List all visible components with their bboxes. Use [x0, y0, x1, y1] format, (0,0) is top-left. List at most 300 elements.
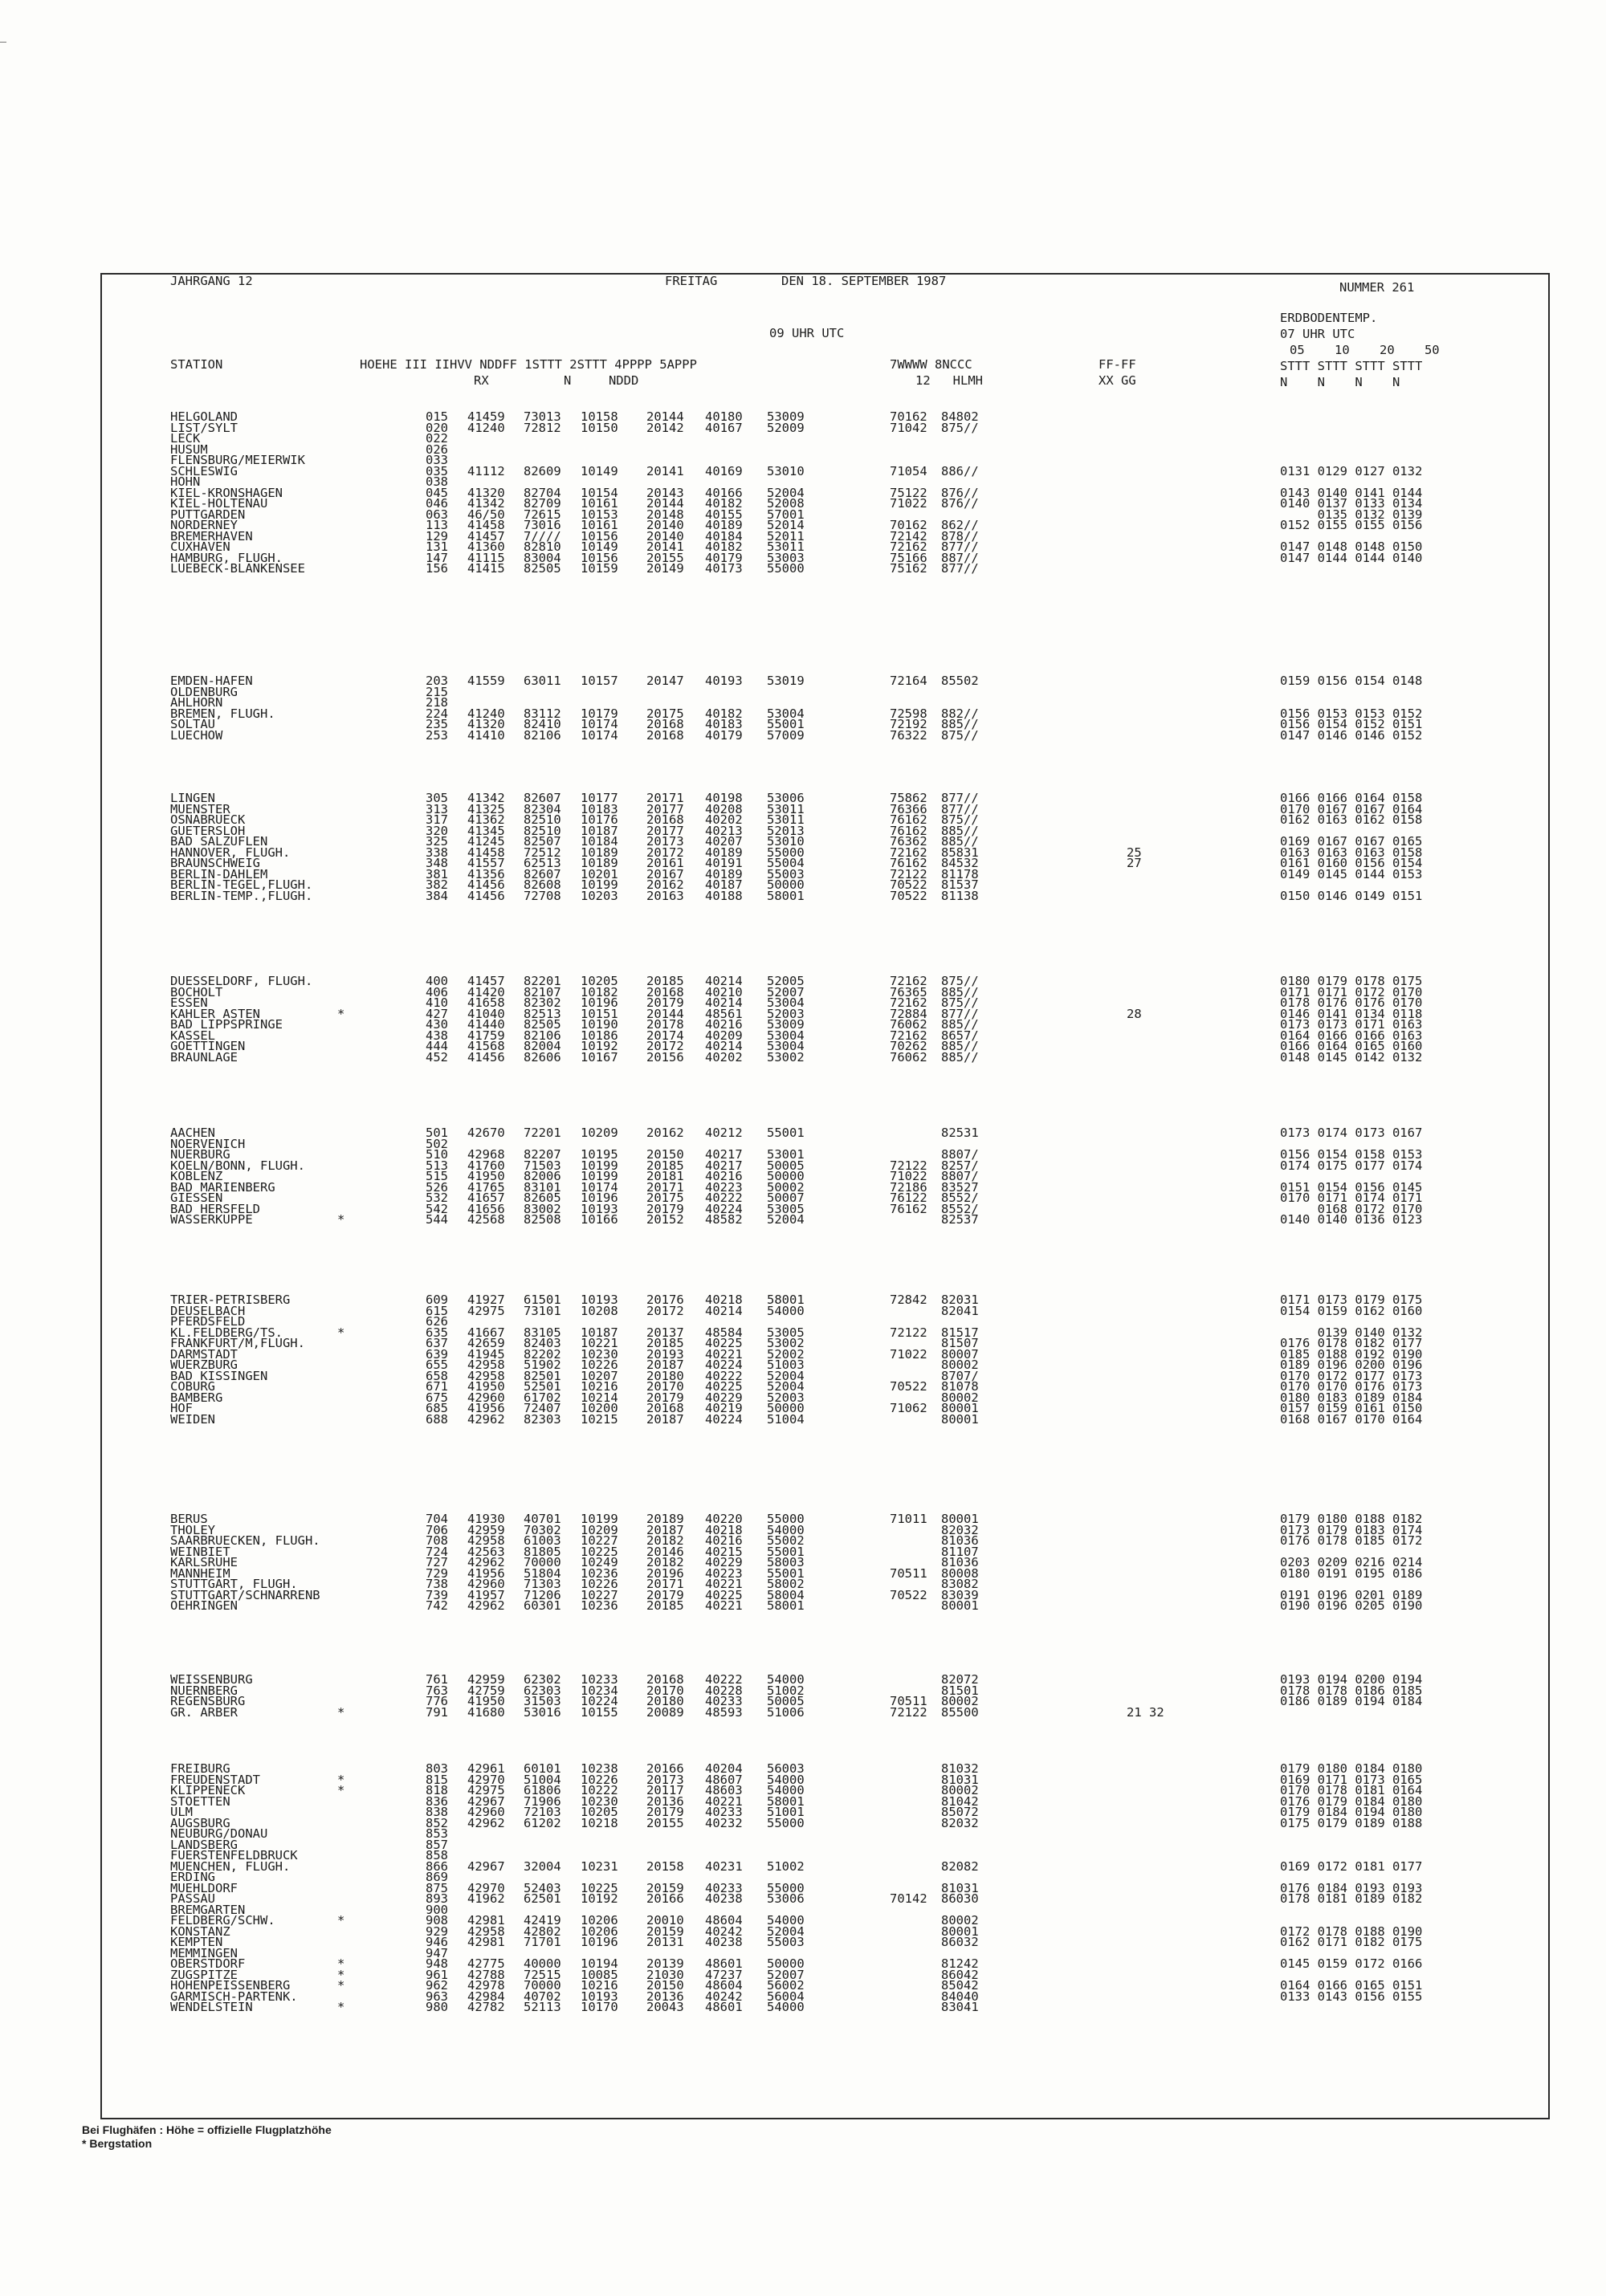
- cell-iii: 739: [426, 1587, 448, 1602]
- cell-ddff: 32004: [524, 1858, 561, 1874]
- cell-nc8: 81537: [941, 877, 979, 892]
- cell-a5: 54000: [767, 2000, 805, 2014]
- cell-nc8: 82031: [941, 1293, 979, 1307]
- cell-ddff: 82106: [524, 1028, 561, 1043]
- cell-p4: 40224: [705, 1358, 743, 1372]
- cell-a5: 55000: [767, 561, 805, 576]
- cell-t1: 10234: [581, 1683, 618, 1698]
- cell-iii: 035: [426, 463, 448, 478]
- cell-a5: 58002: [767, 1577, 805, 1591]
- cell-p4: 48593: [705, 1704, 743, 1720]
- cell-t1: 10214: [581, 1390, 618, 1405]
- cell-hvv: 41568: [467, 1039, 505, 1053]
- cell-ddff: 40000: [524, 1956, 561, 1971]
- cell-name: DEUSELBACH: [170, 1303, 246, 1318]
- cell-ww7: 76062: [890, 1049, 927, 1065]
- cell-soil: 0178 0181 0189 0182: [1280, 1891, 1423, 1906]
- cell-t2: 20131: [646, 1935, 684, 1949]
- cell-t2: 20162: [646, 877, 684, 892]
- cell-iii: 129: [426, 528, 448, 543]
- cell-ddff: 82606: [524, 1049, 561, 1065]
- cell-nc8: 885//: [941, 717, 979, 731]
- cell-p4: 40214: [705, 1303, 743, 1318]
- cell-nc8: 81078: [941, 1379, 979, 1394]
- cell-p4: 48601: [705, 1956, 743, 1971]
- cell-soil: 0147 0148 0148 0150: [1280, 539, 1423, 554]
- cell-t2: 20148: [646, 507, 684, 522]
- cell-ddff: 40701: [524, 1512, 561, 1526]
- cell-soil: 0166 0164 0165 0160: [1280, 1039, 1423, 1053]
- cell-ddff: 61806: [524, 1783, 561, 1797]
- cell-name: OBERSTDORF: [170, 1956, 246, 1971]
- cell-t1: 10161: [581, 518, 618, 532]
- cell-nc8: 80001: [941, 1598, 979, 1613]
- cell-t1: 10231: [581, 1858, 618, 1874]
- cell-t1: 10203: [581, 888, 618, 903]
- cell-hvv: 41765: [467, 1179, 505, 1195]
- cell-ww7: 70511: [890, 1694, 927, 1708]
- cell-name: BREMGARTEN: [170, 1902, 246, 1917]
- cell-iii: 893: [426, 1891, 448, 1906]
- cell-t1: 10199: [581, 877, 618, 892]
- cell-nc8: 876//: [941, 496, 979, 511]
- cell-p4: 40213: [705, 823, 743, 838]
- cell-hvv: 42961: [467, 1761, 505, 1776]
- col-wind: FF-FF: [1099, 357, 1136, 372]
- cell-iii: 685: [426, 1401, 448, 1415]
- cell-t2: 20172: [646, 1039, 684, 1053]
- cell-a5: 52005: [767, 974, 805, 988]
- cell-ddff: 73101: [524, 1303, 561, 1318]
- cell-iii: 836: [426, 1793, 448, 1809]
- cell-t2: 20142: [646, 420, 684, 435]
- cell-nc8: 82072: [941, 1672, 979, 1687]
- cell-name: NUERBURG: [170, 1147, 230, 1162]
- col-soil-sub: N N N N: [1280, 375, 1400, 389]
- cell-hvv: 41957: [467, 1587, 505, 1602]
- cell-t1: 10156: [581, 528, 618, 543]
- cell-name: MUENSTER: [170, 801, 230, 816]
- cell-ww7: 75862: [890, 791, 927, 805]
- cell-p4: 40212: [705, 1126, 743, 1140]
- cell-soil: 0172 0178 0188 0190: [1280, 1924, 1423, 1939]
- cell-nc8: 877//: [941, 561, 979, 576]
- cell-a5: 56003: [767, 1761, 805, 1776]
- cell-t2: 20136: [646, 1989, 684, 2004]
- cell-iii: 235: [426, 717, 448, 731]
- cell-nc8: 85831: [941, 845, 979, 860]
- cell-soil: 0189 0196 0200 0196: [1280, 1358, 1423, 1372]
- cell-t1: 10199: [581, 1158, 618, 1173]
- cell-p4: 40221: [705, 1793, 743, 1809]
- cell-t1: 10174: [581, 727, 618, 743]
- cell-name: OLDENBURG: [170, 684, 238, 699]
- cell-t2: 20144: [646, 1006, 684, 1021]
- cell-ddff: 82507: [524, 834, 561, 849]
- cell-ww7: 76162: [890, 856, 927, 870]
- cell-name: TRIER-PETRISBERG: [170, 1293, 291, 1307]
- cell-nc8: 875//: [941, 727, 979, 743]
- cell-p4: 40182: [705, 706, 743, 721]
- cell-hvv: 42962: [467, 1555, 505, 1569]
- cell-name: FREUDENSTADT: [170, 1772, 260, 1787]
- cell-soil: 0163 0163 0163 0158: [1280, 845, 1423, 860]
- cell-iii: 818: [426, 1783, 448, 1797]
- cell-nc8: 85072: [941, 1805, 979, 1819]
- cell-ddff: 71701: [524, 1935, 561, 1949]
- cell-name: KOBLENZ: [170, 1169, 223, 1183]
- cell-nc8: 81032: [941, 1761, 979, 1776]
- cell-t1: 10192: [581, 1891, 618, 1906]
- cell-ddff: 70302: [524, 1522, 561, 1537]
- cell-a5: 52004: [767, 1924, 805, 1939]
- cell-soil: 0173 0174 0173 0167: [1280, 1126, 1423, 1140]
- cell-iii: 706: [426, 1522, 448, 1537]
- cell-ddff: 72407: [524, 1401, 561, 1415]
- cell-p4: 40179: [705, 727, 743, 743]
- cell-p4: 40219: [705, 1401, 743, 1415]
- cell-a5: 54000: [767, 1303, 805, 1318]
- cell-iii: 542: [426, 1201, 448, 1216]
- cell-hvv: 42962: [467, 1815, 505, 1830]
- cell-ddff: 42802: [524, 1924, 561, 1939]
- cell-soil: 0139 0140 0132: [1280, 1325, 1423, 1340]
- cell-name: HUSUM: [170, 442, 208, 457]
- cell-p4: 40202: [705, 1049, 743, 1065]
- cell-ddff: 61202: [524, 1815, 561, 1830]
- cell-t2: 20170: [646, 1683, 684, 1698]
- cell-ww7: 70511: [890, 1565, 927, 1581]
- cell-t1: 10189: [581, 856, 618, 870]
- cell-a5: 55000: [767, 1512, 805, 1526]
- col-codes: HOEHE III IIHVV NDDFF 1STTT 2STTT 4PPPP 5APPP: [360, 357, 697, 372]
- cell-t1: 10150: [581, 420, 618, 435]
- cell-name: KASSEL: [170, 1028, 215, 1043]
- cell-ww7: 71022: [890, 1346, 927, 1362]
- cell-t2: 20166: [646, 1761, 684, 1776]
- cell-name: LANDSBERG: [170, 1837, 238, 1852]
- cell-t2: 20168: [646, 1672, 684, 1687]
- cell-iii: 513: [426, 1158, 448, 1173]
- cell-t1: 10230: [581, 1793, 618, 1809]
- cell-ddff: 73016: [524, 518, 561, 532]
- cell-p4: 40180: [705, 409, 743, 424]
- cell-iii: 438: [426, 1028, 448, 1043]
- cell-iii: 501: [426, 1126, 448, 1140]
- cell-t2: 20117: [646, 1783, 684, 1797]
- cell-t2: 20171: [646, 791, 684, 805]
- col-station: STATION: [170, 357, 223, 372]
- cell-hvv: 42659: [467, 1336, 505, 1350]
- cell-p4: 40220: [705, 1512, 743, 1526]
- cell-ww7: 76162: [890, 1201, 927, 1216]
- cell-nc8: 8707/: [941, 1368, 979, 1383]
- cell-a5: 55001: [767, 1126, 805, 1140]
- cell-t1: 10187: [581, 1325, 618, 1340]
- cell-nc8: 885//: [941, 834, 979, 849]
- cell-p4: 40216: [705, 1017, 743, 1032]
- cell-p4: 40191: [705, 856, 743, 870]
- cell-t2: 20163: [646, 888, 684, 903]
- cell-nc8: 875//: [941, 812, 979, 827]
- scan-edge-mark: [0, 42, 6, 43]
- cell-name: STOETTEN: [170, 1793, 230, 1809]
- cell-a5: 53010: [767, 834, 805, 849]
- cell-t2: 20177: [646, 823, 684, 838]
- cell-hvv: 41657: [467, 1191, 505, 1205]
- cell-nc8: 885//: [941, 1049, 979, 1065]
- cell-t1: 10224: [581, 1694, 618, 1708]
- cell-ff: 27: [1127, 856, 1142, 870]
- cell-nc8: 81242: [941, 1956, 979, 1971]
- cell-ddff: 72512: [524, 845, 561, 860]
- cell-nc8: 86030: [941, 1891, 979, 1906]
- cell-nc8: 877//: [941, 791, 979, 805]
- cell-ddff: 31503: [524, 1694, 561, 1708]
- cell-iii: 724: [426, 1544, 448, 1559]
- cell-t1: 10193: [581, 1201, 618, 1216]
- cell-ww7: 72122: [890, 1325, 927, 1340]
- cell-p4: 40216: [705, 1533, 743, 1548]
- cell-iii: 381: [426, 866, 448, 881]
- cell-ddff: 52403: [524, 1880, 561, 1895]
- cell-hvv: 41950: [467, 1694, 505, 1708]
- cell-iii: 742: [426, 1598, 448, 1613]
- cell-t1: 10206: [581, 1924, 618, 1939]
- cell-t1: 10207: [581, 1368, 618, 1383]
- cell-p4: 40218: [705, 1522, 743, 1537]
- cell-ww7: 76162: [890, 812, 927, 827]
- cell-name: BAMBERG: [170, 1390, 223, 1405]
- cell-t2: 20179: [646, 995, 684, 1010]
- cell-name: FLENSBURG/MEIERWIK: [170, 453, 305, 467]
- cell-p4: 40166: [705, 485, 743, 500]
- cell-hvv: 42958: [467, 1533, 505, 1548]
- cell-soil: 0169 0171 0173 0165: [1280, 1772, 1423, 1787]
- cell-ww7: 70522: [890, 1379, 927, 1394]
- cell-iii: 962: [426, 1978, 448, 1993]
- cell-nc8: 82082: [941, 1858, 979, 1874]
- cell-ddff: 82006: [524, 1169, 561, 1183]
- cell-a5: 50005: [767, 1158, 805, 1173]
- cell-ww7: 72162: [890, 974, 927, 988]
- cell-nc8: 80001: [941, 1924, 979, 1939]
- cell-a5: 51006: [767, 1704, 805, 1720]
- cell-t2: 20189: [646, 1512, 684, 1526]
- cell-a5: 53005: [767, 1201, 805, 1216]
- cell-hvv: 41456: [467, 1049, 505, 1065]
- cell-hvv: 42775: [467, 1956, 505, 1971]
- cell-p4: 48604: [705, 1978, 743, 1993]
- cell-iii: 026: [426, 442, 448, 457]
- cell-name: WEIDEN: [170, 1411, 215, 1427]
- cell-nc8: 8657/: [941, 1028, 979, 1043]
- cell-nc8: 85042: [941, 1978, 979, 1993]
- cell-nc8: 82032: [941, 1815, 979, 1830]
- cell-hvv: 41456: [467, 877, 505, 892]
- cell-p4: 40216: [705, 1169, 743, 1183]
- cell-t2: 20172: [646, 1303, 684, 1318]
- cell-nc8: 885//: [941, 823, 979, 838]
- cell-a5: 53009: [767, 1017, 805, 1032]
- cell-nc8: 82537: [941, 1212, 979, 1227]
- cell-iii: 444: [426, 1039, 448, 1053]
- col-codes-sub: RX N NDDD: [474, 373, 639, 388]
- cell-a5: 58003: [767, 1555, 805, 1569]
- cell-name: COBURG: [170, 1379, 215, 1394]
- cell-a5: 54000: [767, 1522, 805, 1537]
- cell-iii: 815: [426, 1772, 448, 1787]
- cell-ddff: 82403: [524, 1336, 561, 1350]
- cell-soil: 0180 0191 0195 0186: [1280, 1565, 1423, 1581]
- volume-label: JAHRGANG 12: [170, 274, 253, 288]
- cell-a5: 52003: [767, 1390, 805, 1405]
- cell-iii: 020: [426, 420, 448, 435]
- cell-t2: 20168: [646, 1401, 684, 1415]
- cell-hvv: 42960: [467, 1805, 505, 1819]
- cell-iii: 655: [426, 1358, 448, 1372]
- cell-ddff: 81805: [524, 1544, 561, 1559]
- cell-iii: 658: [426, 1368, 448, 1383]
- cell-ff: 21 32: [1127, 1704, 1164, 1720]
- cell-t1: 10216: [581, 1379, 618, 1394]
- cell-a5: 53006: [767, 791, 805, 805]
- cell-soil: 0169 0172 0181 0177: [1280, 1858, 1423, 1874]
- cell-a5: 53004: [767, 1039, 805, 1053]
- cell-mark: *: [337, 1006, 345, 1021]
- cell-mark: *: [337, 1325, 345, 1340]
- cell-ddff: 73013: [524, 409, 561, 424]
- cell-t2: 20179: [646, 1390, 684, 1405]
- cell-a5: 50000: [767, 877, 805, 892]
- cell-ddff: 72103: [524, 1805, 561, 1819]
- cell-a5: 53003: [767, 550, 805, 565]
- cell-t1: 10183: [581, 801, 618, 816]
- cell-t1: 10221: [581, 1336, 618, 1350]
- cell-iii: 156: [426, 561, 448, 576]
- cell-name: LUEBECK-BLANKENSEE: [170, 561, 305, 576]
- cell-iii: 038: [426, 474, 448, 489]
- cell-iii: 803: [426, 1761, 448, 1776]
- cell-mark: *: [337, 1913, 345, 1928]
- cell-name: PUTTGARDEN: [170, 507, 246, 522]
- cell-ddff: 82810: [524, 539, 561, 554]
- cell-ddff: 82201: [524, 974, 561, 988]
- cell-hvv: 42958: [467, 1368, 505, 1383]
- cell-name: BAD SALZUFLEN: [170, 834, 268, 849]
- cell-ww7: 72122: [890, 1158, 927, 1173]
- cell-a5: 55003: [767, 1935, 805, 1949]
- cell-p4: 40210: [705, 984, 743, 999]
- cell-ddff: 72615: [524, 507, 561, 522]
- cell-nc8: 80001: [941, 1512, 979, 1526]
- cell-hvv: 42960: [467, 1390, 505, 1405]
- cell-t1: 10238: [581, 1761, 618, 1776]
- cell-t1: 10155: [581, 1704, 618, 1720]
- cell-hvv: 41950: [467, 1169, 505, 1183]
- cell-soil: 0156 0154 0158 0153: [1280, 1147, 1423, 1162]
- cell-t2: 20168: [646, 984, 684, 999]
- cell-name: LIST/SYLT: [170, 420, 238, 435]
- cell-ddff: 71303: [524, 1577, 561, 1591]
- cell-hvv: 41458: [467, 845, 505, 860]
- soil-depths: 05 10 20 50: [1290, 343, 1440, 357]
- cell-ddff: 62513: [524, 856, 561, 870]
- cell-name: PFERDSFELD: [170, 1314, 246, 1329]
- cell-t2: 20141: [646, 463, 684, 478]
- cell-t2: 20172: [646, 845, 684, 860]
- cell-t2: 20176: [646, 1293, 684, 1307]
- cell-soil: 0170 0167 0167 0164: [1280, 801, 1423, 816]
- cell-ddff: 52501: [524, 1379, 561, 1394]
- cell-t1: 10196: [581, 1191, 618, 1205]
- cell-p4: 40207: [705, 834, 743, 849]
- cell-ww7: 75166: [890, 550, 927, 565]
- cell-a5: 55001: [767, 1565, 805, 1581]
- cell-t2: 20089: [646, 1704, 684, 1720]
- cell-p4: 48601: [705, 2000, 743, 2014]
- col-wind-sub: XX GG: [1099, 373, 1136, 388]
- cell-iii: 224: [426, 706, 448, 721]
- cell-ff: 28: [1127, 1006, 1142, 1021]
- cell-hvv: 42978: [467, 1978, 505, 1993]
- cell-nc8: 875//: [941, 974, 979, 988]
- cell-ddff: 40702: [524, 1989, 561, 2004]
- cell-p4: 40218: [705, 1293, 743, 1307]
- cell-hvv: 41950: [467, 1379, 505, 1394]
- cell-iii: 022: [426, 431, 448, 446]
- cell-a5: 51002: [767, 1858, 805, 1874]
- cell-ww7: 71054: [890, 463, 927, 478]
- cell-ddff: 82607: [524, 866, 561, 881]
- cell-p4: 40224: [705, 1201, 743, 1216]
- cell-ddff: 82510: [524, 812, 561, 827]
- cell-p4: 40238: [705, 1935, 743, 1949]
- cell-t2: 20156: [646, 1049, 684, 1065]
- cell-name: NUERNBERG: [170, 1683, 238, 1698]
- cell-ddff: 42419: [524, 1913, 561, 1928]
- cell-t2: 20179: [646, 1587, 684, 1602]
- cell-soil: 0162 0171 0182 0175: [1280, 1935, 1423, 1949]
- cell-soil: 0180 0179 0178 0175: [1280, 974, 1423, 988]
- cell-a5: 53011: [767, 539, 805, 554]
- cell-iii: 400: [426, 974, 448, 988]
- cell-soil: 0145 0159 0172 0166: [1280, 1956, 1423, 1971]
- cell-ddff: 82508: [524, 1212, 561, 1227]
- cell-t2: 20144: [646, 409, 684, 424]
- cell-nc8: 82531: [941, 1126, 979, 1140]
- cell-t1: 10236: [581, 1598, 618, 1613]
- cell-t1: 10196: [581, 1935, 618, 1949]
- cell-hvv: 42962: [467, 1598, 505, 1613]
- cell-t1: 10184: [581, 834, 618, 849]
- cell-a5: 50000: [767, 1401, 805, 1415]
- cell-hvv: 42568: [467, 1212, 505, 1227]
- cell-name: WEINBIET: [170, 1544, 230, 1559]
- cell-t1: 10153: [581, 507, 618, 522]
- cell-p4: 48604: [705, 1913, 743, 1928]
- cell-p4: 40233: [705, 1880, 743, 1895]
- cell-t1: 10227: [581, 1533, 618, 1548]
- cell-p4: 40187: [705, 877, 743, 892]
- cell-a5: 52009: [767, 420, 805, 435]
- cell-ddff: 82510: [524, 823, 561, 838]
- cell-iii: 639: [426, 1346, 448, 1362]
- cell-t2: 20149: [646, 561, 684, 576]
- cell-name: BAD KISSINGEN: [170, 1368, 268, 1383]
- cell-t1: 10177: [581, 791, 618, 805]
- cell-p4: 40229: [705, 1555, 743, 1569]
